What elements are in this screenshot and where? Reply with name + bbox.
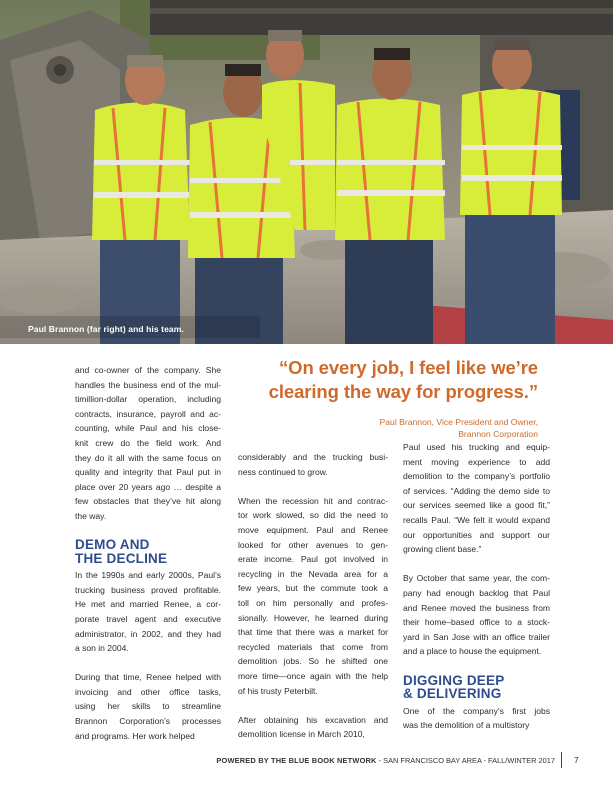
text-line: quality and integrity that Paul put in (75, 467, 221, 478)
paragraph (75, 363, 221, 524)
text-line: more time—once again with the help (238, 670, 388, 681)
footer-publication-line (216, 756, 555, 765)
paragraph (238, 713, 388, 742)
text-line: recalls Paul. “We felt it would expand (403, 514, 550, 525)
text-line: After obtaining his excavation and (238, 714, 388, 725)
article-column-3 (403, 440, 550, 733)
text-line: our opportunities and support our (403, 529, 550, 540)
paragraph (403, 440, 550, 557)
text-line: administrator, in 2002, and they had (75, 628, 221, 639)
section-heading-demo-decline (75, 538, 221, 565)
text-line: the way. (75, 510, 107, 521)
page-number: 7 (574, 755, 579, 765)
footer-region-issue: - SAN FRANCISCO BAY AREA - FALL/WINTER 2017 (376, 756, 555, 765)
text-line: timillion-dollar operation, including (75, 394, 221, 405)
text-line: tor work slowed, so did the need to (238, 510, 388, 521)
text-line: contracts, insurance, payroll and ac- (75, 408, 221, 419)
text-line: He met and married Renee, a cor- (75, 599, 221, 610)
text-line: of services. “Adding the demo side to (403, 485, 550, 496)
text-line: few years, but the commute took a (238, 583, 388, 594)
text-line: One of the company’s first jobs (403, 705, 550, 716)
text-line: they do it all with the same focus on (75, 452, 221, 463)
text-line: trucking business proved profitable. (75, 584, 221, 595)
text-line: invoicing and other office tasks, (75, 686, 221, 697)
text-line: ness continued to grow. (238, 466, 328, 477)
paragraph (403, 704, 550, 733)
paragraph (75, 568, 221, 656)
text-line: By October that same year, the com- (403, 573, 550, 584)
text-line: knit crew do the field work. And (75, 437, 221, 448)
text-line: toll on him personally and profes- (238, 597, 388, 608)
paragraph (75, 670, 221, 743)
footer-divider (561, 752, 562, 768)
hero-photo (0, 0, 613, 344)
photo-caption: Paul Brannon (far right) and his team. (28, 324, 184, 334)
text-line: handles the business end of the mul- (75, 379, 221, 390)
text-line: ment moving experience to add (403, 456, 550, 467)
text-line: and a place to house the equipment. (403, 646, 542, 657)
pull-quote-attribution (250, 416, 538, 440)
text-line: pany had enough backlog that Paul (403, 587, 550, 598)
text-line: looked for other avenues to gen- (238, 539, 388, 550)
text-line: During that time, Renee helped with (75, 672, 221, 683)
text-line: recycled materials that come from (238, 641, 388, 652)
text-line: sionally. However, he learned during (238, 612, 388, 623)
paragraph (403, 571, 550, 659)
text-line: our services seemed like a good fit,” (403, 500, 550, 511)
page-footer (0, 752, 613, 772)
text-line: Paul used his trucking and equip- (403, 442, 550, 452)
attribution-line-2: Brannon Corporation (458, 429, 538, 439)
text-line: demolition license in March 2010, (238, 729, 365, 740)
paragraph (238, 450, 388, 479)
text-line: demolition jobs. So he shifted one (238, 656, 388, 667)
text-line: recycling in the Nevada area for a (238, 568, 388, 579)
text-line: Brannon Corporation’s processes (75, 716, 221, 727)
text-line: a son in 2004. (75, 643, 129, 654)
text-line: counting, while Paul and his close- (75, 423, 221, 434)
pull-quote-text (250, 356, 538, 404)
team-photo-illustration (0, 0, 613, 344)
heading-line: THE DECLINE (75, 550, 168, 566)
text-line: move equipment. Paul and Renee (238, 524, 388, 535)
pull-quote-line-1: “On every job, I feel like we’re (279, 357, 538, 378)
text-line: erate income. Paul got involved in (238, 554, 388, 565)
text-line: was the demolition of a multistory (403, 720, 530, 731)
text-line: their home–based office to a stock- (403, 617, 550, 628)
pull-quote (250, 356, 538, 440)
heading-line: & DELIVERING (403, 686, 502, 701)
text-line: of his trusty Peterbilt. (238, 685, 318, 696)
text-line: and programs. Her work helped (75, 730, 195, 741)
attribution-line-1: Paul Brannon, Vice President and Owner, (379, 417, 538, 427)
section-heading-digging-deep (403, 674, 550, 701)
heading-line: DEMO AND (75, 537, 150, 553)
text-line: place over 20 years ago … despite a (75, 481, 221, 492)
pull-quote-line-2: clearing the way for progress.” (268, 381, 538, 402)
paragraph (238, 494, 388, 698)
article-column-2 (238, 450, 388, 742)
article-column-1 (75, 363, 221, 743)
text-line: In the 1990s and early 2000s, Paul’s (75, 570, 221, 581)
text-line: that time that there was a market for (238, 627, 388, 638)
text-line: few obstacles that they’ve hit along (75, 496, 221, 507)
text-line: considerably and the trucking busi- (238, 452, 388, 462)
text-line: porate travel agent and executive (75, 613, 221, 624)
text-line: using her skills to streamline (75, 701, 221, 712)
text-line: growing client base.” (403, 544, 482, 555)
text-line: demolition to the company’s portfolio (403, 471, 550, 482)
text-line: When the recession hit and contrac- (238, 495, 388, 506)
text-line: and Renee moved the business from (403, 602, 550, 613)
text-line: and co-owner of the company. She (75, 365, 221, 375)
text-line: yard in San Jose with an office trailer (403, 631, 550, 642)
footer-network: POWERED BY THE BLUE BOOK NETWORK (216, 756, 377, 765)
heading-line: DIGGING DEEP (403, 672, 505, 688)
